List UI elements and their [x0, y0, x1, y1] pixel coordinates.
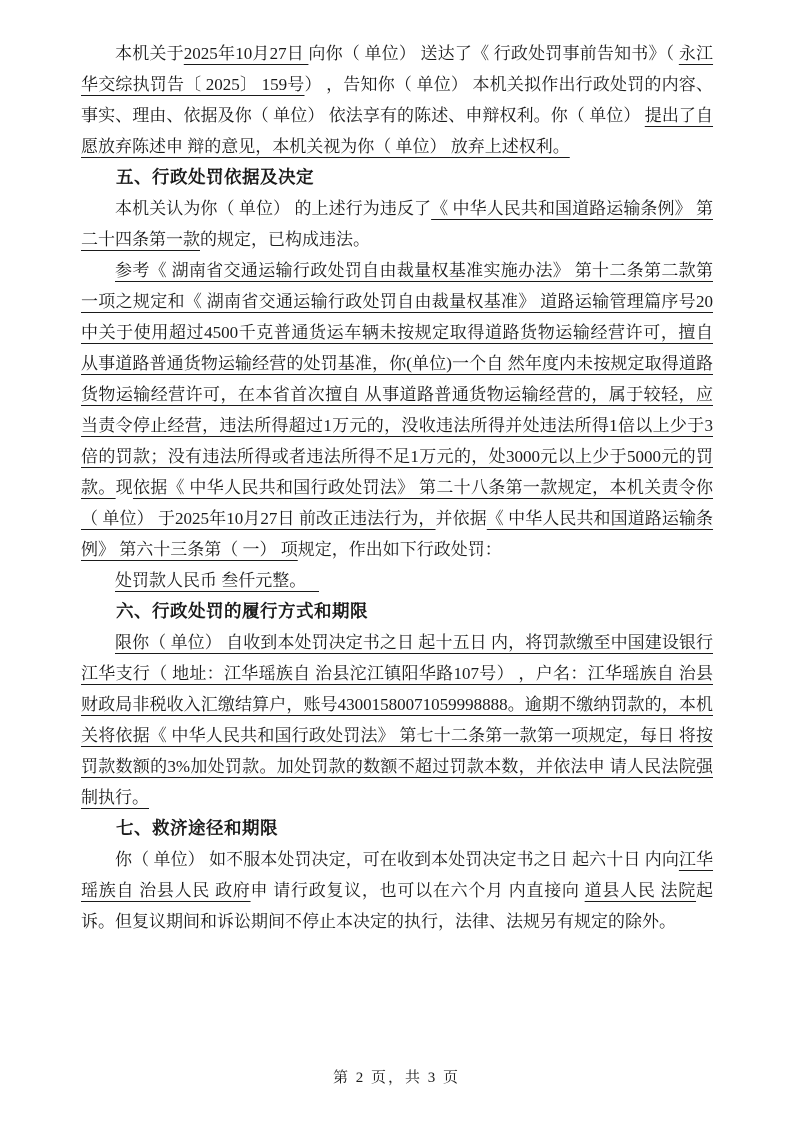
heading-section-6-performance-method-and-deadline	[81, 596, 713, 627]
underlined-filled-text: 参考《 湖南省交通运输行政处罚自由裁量权基准实施办法》 第十二条第二款第一项之规定和《 湖南省交通运输行政处罚自由裁量权基准》 道路运输管理篇序号20中关于使用超过4500千克普通货运车辆未按规定取得道路货物运输经营许可，擅自 从事道路普通货物运输经营的处罚基准，你(单位)一个自 然年度内未按规定取得道路货物运输经营许可，在本省首次擅自 从事道路普通货物运输经营的，属于较轻，应当责令停止经营，违法所得超过1万元的，没收违法所得并处违法所得1倍以上少于3倍的罚款；没有违法所得或者违法所得不足1万元的，处3000元以上少于5000元的罚款。	[81, 261, 713, 497]
template-text: 六、行政处罚的履行方式和期限	[116, 601, 368, 621]
template-text: 的规定，已构成违法。	[200, 230, 370, 249]
heading-section-7-remedies-and-deadline	[81, 813, 713, 844]
template-text: 向你（ 单位） 送达了《 行政处罚事前告知书》（	[308, 44, 679, 63]
para-remedies	[81, 844, 713, 937]
template-text: 七、救济途径和期限	[116, 818, 278, 838]
heading-section-5-penalty-basis-and-decision	[81, 162, 713, 193]
para-payment-instructions	[81, 627, 713, 813]
document-body	[81, 38, 713, 937]
underlined-filled-text: 处罚款人民币 叁仟元整。	[115, 571, 319, 590]
template-text: 申 请行政复议，也可以在六个月 内直接向	[250, 881, 585, 900]
template-text: 规定，作出如下行政处罚：	[297, 540, 502, 559]
underlined-filled-text: 2025年10月27日	[183, 44, 309, 63]
template-text: 本机关认为你（ 单位） 的上述行为违反了	[115, 199, 432, 218]
para-discretion-benchmark-and-decision-basis	[81, 255, 713, 565]
para-violation-finding	[81, 193, 713, 255]
underlined-filled-text: 道县人民 法院	[584, 881, 697, 900]
para-penalty-amount	[81, 565, 713, 596]
template-text: 现	[115, 478, 133, 497]
template-text: ） ，告知你（ 单位） 本机关拟作出行政处罚的内容、事实、理由、依据及你（ 单位） 依法享有的陈述、申辩权利。你（ 单位）	[81, 75, 714, 125]
underlined-filled-text: 《 中华人民共和国道路运输条例》 第六十三条第（ 一） 项	[81, 509, 714, 559]
template-text: 起诉。但复议期间和诉讼期间不停止本决定的执行，法律、法规另有规定的除外。	[81, 881, 714, 931]
template-text: 本机关于	[115, 44, 184, 63]
template-text: 你（ 单位） 如不服本处罚决定，可在收到本处罚决定书之日 起六十日 内向	[115, 850, 679, 869]
template-text: 五、行政处罚依据及决定	[116, 167, 314, 187]
underlined-filled-text: 《 中华人民共和国道路运输条例》 第二十四条第一款	[81, 199, 714, 249]
page-number-footer: 第 2 页，共 3 页	[332, 1070, 460, 1086]
underlined-filled-text: 江华瑶族自 治县人民 政府	[81, 850, 714, 900]
para-prior-notice-service	[81, 38, 713, 162]
underlined-filled-text: 永江华交综执罚告〔 2025〕 159号	[81, 44, 714, 94]
template-text: 并依据	[435, 509, 487, 528]
underlined-filled-text: 提出了自 愿放弃陈述申 辩的意见，本机关视为你（ 单位） 放弃上述权利。	[81, 106, 714, 156]
underlined-filled-text: 限你（ 单位） 自收到本处罚决定书之日 起十五日 内，将罚款缴至中国建设银行江华支行（ 地址：江华瑶族自 治县沱江镇阳华路107号） ，户名：江华瑶族自 治县财政局非税收入汇缴结算户，账号43001580071059998888。逾期不缴纳罚款的，本机关将依据《 中华人民共和国行政处罚法》 第七十二条第一款第一项规定，每日 将按罚款数额的3%加处罚款。加处罚款的数额不超过罚款本数，并依法申 请人民法院强制执行。	[81, 633, 713, 807]
underlined-filled-text: 依据《 中华人民共和国行政处罚法》 第二十八条第一款规定，本机关责令你（ 单位） 于2025年10月27日 前改正违法行为，	[81, 478, 714, 528]
